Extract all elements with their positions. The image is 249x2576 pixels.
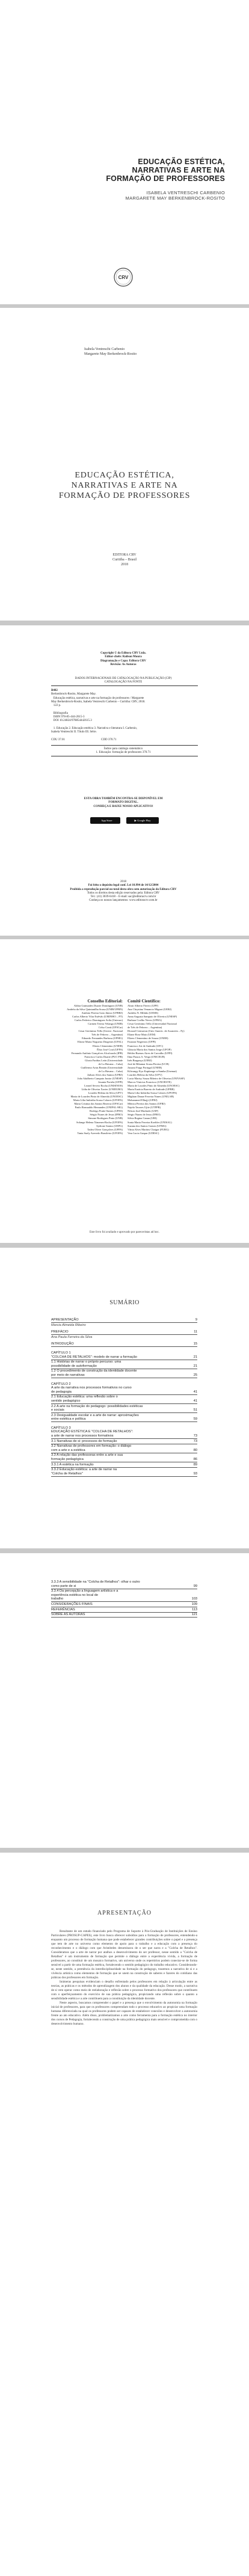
play-icon: ▶: [134, 819, 137, 822]
presentation-page: [0, 1853, 249, 2576]
board-member: Maria Eurácia Barreto de Andrade (UFRB): [128, 1088, 174, 1091]
toc-rule: [51, 1476, 197, 1477]
board-member: Maria Cristina dos Santos Bezerra (UFSCar): [74, 1102, 123, 1106]
table-of-contents-cont: [51, 1577, 197, 1618]
board-member: Sydione Santos (UEPG): [96, 1124, 123, 1127]
toc-rule: [51, 1617, 197, 1618]
board-member: Eliane Rose Maio (UEM): [128, 1033, 156, 1037]
board-member: Fernando Antônio Gonçalves Alcoforado (IPB): [71, 1051, 123, 1055]
presentation-paragraph: Neste aspecto, buscamos compreender o papel e a presença que o envolvimento da autonomia na formação inicial de professores, para que os professores compreendam todo o processo educativo ao propiciar uma formação humana diferenciada na qual os professores podem ser capazes de estabelecer conexões e desenvolver a autonomia frente ao ato educativo. Além disso, problematizamos a arte como ferramenta para a formação estética no interior dos cursos de Pedagogia, fortalecendo a construção de uma prática pedagógica mais sensível e comprometida com o desenvolvimento humano.: [51, 2001, 197, 2026]
toc-entry[interactable]: [51, 1597, 197, 1602]
toc-page-number: 121: [191, 1613, 197, 1617]
toc-entry-text: trabalho: [51, 1597, 64, 1601]
toc-entry[interactable]: [51, 1453, 197, 1458]
toc-page-number: 109: [191, 1602, 197, 1606]
toc-page-number: 21: [193, 1364, 197, 1368]
board-member: Ana Chrystina Venancio Mignot (UERJ): [128, 1008, 172, 1011]
board-member: Tania Suely Azevedo Brasileiro (UFOPA): [77, 1131, 123, 1135]
catalog-entry-line: Educação estética, narrativas e arte na formação de professores / Margarete: [51, 696, 144, 700]
catalog-entry-line: 1. Educação 2. Educação estética 3. Narrativa e literatura I. Carbenio,: [51, 726, 137, 730]
toc-page-number: 89: [193, 1462, 197, 1467]
toc-chapter-label[interactable]: [51, 1351, 197, 1355]
toc-entry[interactable]: [51, 1472, 197, 1477]
board-member: Leonel Severo Rocha (UNISINOS): [84, 1084, 123, 1088]
cip-heading: DADOS INTERNACIONAIS DE CATALOGAÇÃO NA PUBLICAÇÃO (CIP) CATALOGAÇÃO NA FONTE: [75, 677, 172, 684]
toc-page-number: 73: [193, 1439, 197, 1443]
board-member: José de Ribamar Sousa Pereira (UCB): [128, 1062, 169, 1066]
copyright-block: Copyright © da Editora CRV Ltda. Editor-chefe: Railson Moura Diagramação e Capa: Editora CRV Revisão: As Autoras: [100, 652, 146, 666]
toc-entry[interactable]: [51, 1613, 197, 1618]
board-member: Jussara Fraga Portugal (UNEB): [128, 1066, 162, 1069]
catalog-entry: [51, 689, 195, 742]
board-member: Vera Lucia Gaspar (UDESC): [128, 1131, 159, 1135]
board-member: Mohammed Elhajji (UFRJ): [128, 1099, 158, 1102]
toc-entry[interactable]: [51, 1417, 197, 1423]
toc-entry-text: 2.1 Educação estética: uma reflexão sobre o: [51, 1395, 118, 1399]
board-member: de La Havana – Cuba): [98, 1069, 123, 1073]
board-member: Francisco Ari de Andrade (UFC): [128, 1044, 163, 1047]
scientific-committee: Comitê Científico: Altair Alberto Fávero (UPF) Ana Chrystina Venancio Mignot (UERJ) Andréia N. Militão (UEMS) Anna Augusta Sampaio de Oliveira (UNESP) Barbara Coelho Neves (UFBA) Cesar Gerónimo Tello (Universidad Nacional de Três de Febrero – Argentina) Diosnel Centurion (Univ Americ. de Asunción – Py) Eliane Rose Maio (UEM) Elizeu Clementino de Souza (UNEB) Fauston Negreiros (UFPI) Francisco Ari de Andrade (UFC) Gláucia Maria dos Santos Jorge (UFOP) Helder Buenos Aires de Carvalho (UFPI) Ilma Passos A. Veiga (UNICEUB) Inês Bragança (UERJ) José de Ribamar Sousa Pereira (UCB) Jussara Fraga Portugal (UNEB) Kilwangy Kya Kapitango-a-Samba (Unemat) Lourdes Helena da Silva (UFV) Lucia Marisy Souza Ribeiro de Oliveira (UNIVASF) Marcos Vinicius Francisco (UNOESTE) Maria de Lourdes Pinto de Almeida (UNOESC) Maria Eurácia Barreto de Andrade (UFRB) Maria Lília Imbiriba Sousa Colares (UFOPA) Míghian Danae Ferreira Nunes (UNILAB) Mohammed Elhajji (UFRJ) Mônica Pereira dos Santos (UFRJ) Najela Tavares Ujiie (UTFPR) Nilson José Machado (USP) Sérgio Nunes de Jesus (IFRO) Silvia Regina Canan (URI) Sonia Maria Ferreira Koehler (UNISAL) Suzana dos Santos Gomes (UFMG) Vânia Alves Martins Chaigar (FURG) Vera Lucia Gaspar (UDESC): [128, 999, 185, 1135]
board-member: Solange Helena Ximenes-Rocha (UFOPA): [76, 1120, 123, 1124]
toc-entry[interactable]: [51, 1434, 197, 1440]
toc-entry[interactable]: [51, 1330, 197, 1336]
board-member: Elione Maria Nogueira Diogenes (UFAL): [77, 1040, 123, 1044]
toc-entry-text: 3.3.2 Educação estética: a arte de narrar na: [51, 1468, 117, 1472]
board-member: Três de Febrero – Argentina): [91, 1033, 123, 1037]
toc-entry-text: Ana Paula Ferreira da Silva: [51, 1335, 93, 1339]
app-store-button[interactable]: App Store: [90, 817, 120, 824]
toc-page-number: 80: [193, 1448, 197, 1452]
board-member: Aldira Guimarães Duarte Domínguez (UNB): [73, 1004, 123, 1007]
summary-heading: SUMÁRIO: [109, 1299, 140, 1306]
toc-entry[interactable]: [51, 1468, 197, 1472]
summary-page: [0, 1248, 249, 1548]
toc-entry-text: REFERÊNCIAS: [51, 1607, 75, 1612]
toc-rule: [51, 1421, 197, 1422]
board-page: [0, 939, 249, 1243]
toc-entry-text: Marcia Almeida Ribeiro: [51, 1323, 86, 1327]
board-member: Nilson José Machado (USP): [128, 1109, 159, 1113]
toc-entry[interactable]: [51, 1408, 197, 1414]
board-member: Míghian Danae Ferreira Nunes (UNILAB): [128, 1095, 174, 1099]
toc-entry-text: e sociais: [51, 1408, 64, 1412]
board-member: Marcos Vinicius Francisco (UNOESTE): [128, 1080, 171, 1084]
toc-entry-text: 3.3 A relação das professoras entre a arte e sua: [51, 1453, 123, 1458]
presentation-body: [51, 1930, 197, 2026]
catalog-entry-line: Bibliografia: [51, 711, 68, 715]
board-member: Carlos Federico Dominguez Avila (Unieuro): [74, 1019, 123, 1022]
toc-page-number: 86: [193, 1458, 197, 1462]
toc-entry-text: experiência estética no local de: [51, 1593, 99, 1597]
table-of-contents: [51, 1315, 197, 1477]
board-member: Diosnel Centurion (Univ Americ. de Asunción – Py): [128, 1029, 185, 1033]
toc-page-number: 113: [192, 1607, 197, 1612]
toc-entry[interactable]: [51, 1580, 197, 1584]
toc-entry-text: possibilidade de autoformação: [51, 1364, 97, 1368]
board-member: Sonia Maria Ferreira Koehler (UNISAL): [128, 1120, 172, 1124]
toc-page-number: 51: [193, 1408, 197, 1412]
toc-page-number: 25: [193, 1373, 197, 1377]
toc-entry-text: "COLCHA DE RETALHOS": modelo de narrar a formação: [51, 1355, 137, 1359]
toc-entry-text: CAPÍTULO 2: [51, 1382, 71, 1386]
cover-authors: ISABELA VENTRESCHI CARBENIO MARGARETE MAY BERKENBROCK-ROSITO: [125, 190, 225, 201]
toc-entry-text: com a arte e a estética: [51, 1448, 85, 1452]
board-member: Carmen Tereza Velanga (UNIR): [88, 1022, 123, 1026]
toc-entry-text: como parte de si: [51, 1584, 76, 1588]
board-member: Paulo Romualdo Hernandes (UNIFAL-MG): [75, 1106, 123, 1109]
title-page-title: EDUCAÇÃO ESTÉTICA, NARRATIVAS E ARTE NA FORMAÇÃO DE PROFESSORES: [58, 471, 191, 500]
board-member: Anna Augusta Sampaio de Oliveira (UNESP): [128, 1015, 177, 1019]
toc-entry[interactable]: [51, 1589, 197, 1593]
toc-entry-text: a arte de narrar nos processos formativos: [51, 1434, 114, 1438]
board-member: Maria de Lourdes Pinto de Almeida (UNOESC): [70, 1095, 123, 1099]
editorial-board: Conselho Editorial: Aldira Guimarães Duarte Domínguez (UNB) Andréia da Silva Quintanilha Sousa (UNIR/UFRN) Antônio Pereira Gaio Júnior (UFRRJ) Carlos Alberto Vilar Estêvão (UMINHO – PT) Carlos Federico Dominguez Avila (Unieuro) Carmen Tereza Velanga (UNIR) Celso Conti (UFSCar) Cesar Gerónimo Tello (Univer .Nacional Três de Febrero – Argentina) Eduardo Fernandes Barbosa (UFMG) Elione Maria Nogueira Diogenes (UFAL) Elizeu Clementino (UNEB) Élsio José Corá (UFFS) Fernando Antônio Gonçalves Alcoforado (IPB) Francisco Carlos Duarte (PUC-PR) Gloria Fariñas León (Universidade de La Havana – Cuba) Guillermo Arias Beatón (Universidade de La Havana – Cuba) Jailson Alves dos Santos (UFRJ) João Adalberto Campato Junior (UNESP) Josania Portela (UFPI) Leonel Severo Rocha (UNISINOS) Lídia de Oliveira Xavier (UNIEURO) Lourdes Helena da Silva (UFV) Maria de Lourdes Pinto de Almeida (UNOESC) Maria Lília Imbiriba Sousa Colares (UFOPA) Maria Cristina dos Santos Bezerra (UFSCar) Paulo Romualdo Hernandes (UNIFAL-MG) Rodrigo Pratte-Santos (UFES) Sérgio Nunes de Jesus (IFRO) Simone Rodrigues Pinto (UNB) Solange Helena Ximenes-Rocha (UFOPA) Sydione Santos (UEPG) Tadeu Oliver Gonçalves (UFPA) Tania Suely Azevedo Brasileiro (UFOPA): [67, 999, 123, 1135]
toc-rule: [51, 1346, 197, 1347]
board-member: de La Havana – Cuba): [98, 1062, 123, 1066]
board-member: Josania Portela (UFPI): [98, 1080, 123, 1084]
index-block: Índice para catálogo sistemático 1. Educação: formação de professores 370.71: [96, 747, 151, 755]
toc-entry-text: INTRODUÇÃO: [51, 1342, 74, 1346]
toc-entry-text: CONSIDERAÇÕES FINAIS: [51, 1602, 93, 1606]
board-member: Lourdes Helena da Silva (UFV): [128, 1073, 162, 1076]
toc-page-number: 73: [193, 1434, 197, 1438]
toc-page-number: 103: [191, 1597, 197, 1601]
toc-entry-text: por meio de narrativas: [51, 1373, 85, 1377]
toc-entry[interactable]: [51, 1336, 197, 1340]
catalog-entry-line: Berkenbrock-Rosito, Margarete May.: [51, 693, 96, 696]
toc-entry[interactable]: [51, 1608, 197, 1613]
title-page-authors: Isabela Ventreschi Carbenio Margarete May Berkenbrock-Rosito: [84, 348, 137, 356]
board-member: Elizeu Clementino (UNEB): [93, 1044, 123, 1047]
presentation-heading: APRESENTAÇÃO: [97, 1910, 152, 1916]
toc-entry[interactable]: [51, 1399, 197, 1405]
toc-entry-text: formação pedagógica: [51, 1458, 84, 1462]
board-member: Gláucia Maria dos Santos Jorge (UFOP): [128, 1047, 171, 1051]
summary-continuation-page: [0, 1553, 249, 1848]
divider: [51, 745, 198, 746]
board-member: Lucia Marisy Souza Ribeiro de Oliveira (UNIVASF): [128, 1076, 185, 1080]
divider: [51, 685, 198, 686]
toc-entry-text: sentido pedagógico: [51, 1399, 81, 1403]
board-member: Rodrigo Pratte-Santos (UFES): [90, 1109, 123, 1113]
board-member: Celso Conti (UFSCar): [98, 1026, 123, 1029]
toc-entry[interactable]: [51, 1323, 197, 1328]
presentation-paragraph: Resultante de um estudo financiado pelo Programa de Suporte à Pós-Graduação de Instituições de Ensino Particulares (PROSUP-CAPES), este livro busca oferecer subsídios para a formação de professores, entendendo-a enquanto um processo de formação humana que pode estabelecer grandes contribuições sobre o papel e a presença que tem de arte no universo como elemento de apoio para o trabalho e a educação com a presença do reconhecimento e o diálogo com que Aristóteles denominava de o ser que narra e a "Colcha de Retalhos". Consideramos que a arte de narrar por atalhos a desenvolvimento do ser professor, nesse sentido a "Colcha de Retalhos" é um instrumento de formação que permite o diálogo entre a experiência vivida, a formação de professores, ao constituir de um mosaico formativo, um universo onde os repertórios podem conectar-se de forma sensível a partir de uma formação estética, fortalecendo o sentido pedagógico do trabalho educativo. Considerando-se, neste sentido, a premência da interdisciplinaridade na formação do pedagogo, trazemos a narrativa de si e a vivência artística como elementos de formação que se unem na construção de saberes e fazeres do cotidiano das práticas dos professores em formação.: [51, 1930, 197, 1980]
board-member: Lourdes Helena da Silva (UFV): [88, 1091, 123, 1095]
board-member: Maria Lília Imbiriba Sousa Colares (UFOPA): [128, 1091, 177, 1095]
toc-page-number: 15: [193, 1342, 197, 1346]
toc-entry[interactable]: [51, 1444, 197, 1449]
toc-entry-text: EDUCAÇÃO ESTÉTICA E "COLCHA DE RETALHOS":: [51, 1430, 134, 1434]
board-member: Simone Rodrigues Pinto (UNB): [88, 1117, 123, 1120]
catalog-entry-line: Isabela Ventreschi II. Título III. Série.: [51, 731, 97, 734]
board-member: Barbara Coelho Neves (UFBA): [128, 1019, 162, 1022]
toc-page-number: 11: [194, 1330, 197, 1334]
board-member: Sérgio Nunes de Jesus (IFRO): [90, 1113, 123, 1117]
board-member: Altair Alberto Fávero (UPF): [128, 1004, 159, 1007]
board-member: Antônio Pereira Gaio Júnior (UFRRJ): [81, 1011, 123, 1015]
toc-page-number: 9: [195, 1318, 197, 1322]
toc-entry[interactable]: [51, 1390, 197, 1396]
board-member: Ilma Passos A. Veiga (UNICEUB): [128, 1055, 165, 1058]
board-member: Inês Bragança (UERJ): [128, 1058, 152, 1062]
board-member: Suzana dos Santos Gomes (UFMG): [128, 1124, 167, 1127]
toc-entry[interactable]: [51, 1463, 197, 1468]
legal-block: 2018 Foi feito o depósito legal conf. Lei 10.994 de 14/12/2004 Proibida a reprodução parcial ou total desta obra sem autorização da Editora CRV Todos os direitos desta edição reservados pela: Editora CRV Tel.: (41) 3039-6418 – E-mail: sac@editoracrv.com.br Conheça os nossos lançamentos: www.editoracrv.com.br: [70, 880, 177, 903]
toc-page-number: 59: [193, 1417, 197, 1421]
presentation-paragraph: Inúmeras pesquisas evidenciam o desafio enfrentado pelos professores em relação à articulação entre as teorias, as práticas e os métodos de aprendizagem dos alunos e da qualidade da educação. Desse modo, a narrativa de si vem operar como meio de reelaboração e reflexão sobre o processo formativo dos professores que contribuem com o aperfeiçoamento do exercício de sua prática pedagógica, propiciando uma reflexão sobre o quanto a sensibilidade estética e a arte contribuem para a constituição da identidade docente.: [51, 1980, 197, 2001]
toc-entry-text: 3.2 Narrativas de professores em formação: o diálogo: [51, 1444, 132, 1449]
toc-entry[interactable]: [51, 1355, 197, 1361]
toc-entry-text: de pedagogia: [51, 1390, 72, 1394]
toc-entry[interactable]: [51, 1342, 197, 1348]
toc-page-number: 41: [193, 1399, 197, 1403]
catalog-entry-line: CDU 37.01 CDD 370.71: [51, 738, 117, 741]
board-member: Guillermo Arias Beatón (Universidade: [81, 1066, 123, 1069]
toc-entry-text: CAPÍTULO 1: [51, 1351, 71, 1355]
toc-entry[interactable]: [51, 1386, 197, 1390]
board-member: de Três de Febrero – Argentina): [128, 1026, 162, 1029]
board-member: Elizeu Clementino de Souza (UNEB): [128, 1037, 168, 1040]
cover-page: [0, 0, 249, 304]
toc-entry-text: APRESENTAÇÃO: [51, 1318, 79, 1322]
google-play-button[interactable]: ▶ Google Play: [126, 817, 159, 824]
board-member: Helder Buenos Aires de Carvalho (UFPI): [128, 1051, 173, 1055]
cover-title: EDUCAÇÃO ESTÉTICA, NARRATIVAS E ARTE NA FORMAÇÃO DE PROFESSORES: [106, 158, 225, 183]
toc-entry-text: 1.1 Histórias de narrar o próprio percurso: uma: [51, 1360, 121, 1364]
toc-entry-text: 2.2 A arte na formação do pedagogo: possibilidades estéticas: [51, 1404, 143, 1408]
toc-entry-text: 2.3 Desigualdade escolar e a arte de narrar: aproximações: [51, 1413, 139, 1417]
toc-entry[interactable]: [51, 1458, 197, 1463]
board-member: Vânia Alves Martins Chaigar (FURG): [128, 1127, 169, 1131]
board-member: Lídia de Oliveira Xavier (UNIEURO): [81, 1088, 123, 1091]
toc-entry-text: 1.2 O procedimento de construção da identidade docente: [51, 1369, 137, 1373]
toc-entry[interactable]: [51, 1405, 197, 1409]
toc-entry-text: entre estética e política: [51, 1417, 86, 1421]
publisher-logo: [113, 267, 134, 287]
title-page-publisher: EDITORA CRV Curitiba – Brasil 2018: [112, 553, 137, 566]
toc-entry-text: 3.3.3 A sensibilidade na "Colcha de Retalhos": olhar o outro: [51, 1580, 140, 1584]
board-member: Maria de Lourdes Pinto de Almeida (UNOESC): [128, 1084, 180, 1088]
board-member: Carlos Alberto Vilar Estêvão (UMINHO – PT): [72, 1015, 123, 1019]
board-member: Gloria Fariñas León (Universidade: [85, 1058, 123, 1062]
toc-entry[interactable]: [51, 1430, 197, 1434]
toc-entry[interactable]: [51, 1373, 197, 1379]
toc-page-number: 99: [193, 1584, 197, 1588]
board-member: Tadeu Oliver Gonçalves (UFPA): [87, 1127, 123, 1131]
board-member: João Adalberto Campato Junior (UNESP): [77, 1076, 123, 1080]
toc-entry[interactable]: [51, 1369, 197, 1373]
board-member: Élsio José Corá (UFFS): [97, 1047, 123, 1051]
toc-page-number: 41: [193, 1390, 197, 1394]
toc-entry-text: 3.3.4 Da percepção a linguagem artística e a: [51, 1589, 118, 1593]
board-member: Eduardo Fernandes Barbosa (UFMG): [82, 1037, 123, 1040]
svg-text:CRV: CRV: [118, 275, 129, 280]
board-member: Jailson Alves dos Santos (UFRJ): [87, 1073, 123, 1076]
ebook-notice: ESTA OBRA TAMBÉM ENCONTRA-SE DISPONÍVEL EM FORMATO DIGITAL. CONHEÇA E BAIXE NOSSO APLICATIVO!: [84, 797, 163, 808]
toc-entry[interactable]: [51, 1364, 197, 1370]
board-member: Silvia Regina Canan (URI): [128, 1117, 157, 1120]
board-member: Kilwangy Kya Kapitango-a-Samba (Unemat): [128, 1069, 177, 1073]
board-member: Maria Lília Imbiriba Sousa Colares (UFOPA): [73, 1099, 123, 1102]
toc-entry[interactable]: [51, 1584, 197, 1590]
toc-entry-text: 3.1 Narrativas de si: processos de formação: [51, 1439, 117, 1443]
board-member: Mônica Pereira dos Santos (UFRJ): [128, 1102, 165, 1106]
toc-page-number: 93: [193, 1471, 197, 1476]
apple-icon: [98, 819, 100, 822]
review-note: Este livro foi avaliado e aprovado por pareceristas ad hoc.: [89, 1231, 160, 1234]
toc-chapter-label[interactable]: [51, 1382, 197, 1387]
toc-entry[interactable]: [51, 1593, 197, 1598]
toc-page-number: 21: [193, 1355, 197, 1359]
board-member: Najela Tavares Ujiie (UTFPR): [128, 1106, 161, 1109]
board-member: Cesar Gerónimo Tello (Universidad Nacional: [128, 1022, 177, 1026]
toc-entry-text: CAPÍTULO 3: [51, 1426, 71, 1430]
toc-entry-text: "Colcha de Retalhos": [51, 1471, 83, 1476]
toc-entry[interactable]: [51, 1602, 197, 1608]
board-member: Fauston Negreiros (UFPI): [128, 1040, 156, 1044]
toc-entry[interactable]: [51, 1440, 197, 1445]
board-member: Sérgio Nunes de Jesus (IFRO): [128, 1113, 161, 1117]
board-member: Andréia N. Militão (UEMS): [128, 1011, 158, 1015]
board-member: Andréia da Silva Quintanilha Sousa (UNIR/UFRN): [67, 1008, 123, 1011]
toc-entry-text: SOBRE AS AUTORAS: [51, 1613, 85, 1617]
title-page: [0, 308, 249, 621]
catalog-entry-line: B482: [51, 689, 58, 692]
catalog-entry-line: DOI 10.24824/978854442615.3: [51, 719, 92, 723]
toc-entry[interactable]: [51, 1395, 197, 1399]
toc-entry-text: A arte da narrativa nos processos formativos no curso: [51, 1386, 132, 1390]
toc-entry[interactable]: [51, 1318, 197, 1323]
toc-entry[interactable]: [51, 1360, 197, 1364]
catalog-entry-line: May Berkenbrock-Rosito, Isabela Ventreschi Carbenio – Curitiba: CRV, 2018.: [51, 700, 146, 704]
board-member: Cesar Gerónimo Tello (Univer .Nacional: [78, 1029, 123, 1033]
catalog-entry-line: 122 p.: [51, 704, 61, 708]
toc-entry[interactable]: [51, 1414, 197, 1418]
toc-entry-text: PREFÁCIO: [51, 1330, 69, 1334]
catalog-page: [0, 625, 249, 936]
board-member: Francisco Carlos Duarte (PUC-PR): [84, 1055, 123, 1058]
catalog-entry-line: ISBN 978-85-444-2615-3: [51, 716, 85, 719]
toc-entry[interactable]: [51, 1449, 197, 1454]
toc-entry-text: 3.3.1 A estética na formação: [51, 1462, 94, 1467]
